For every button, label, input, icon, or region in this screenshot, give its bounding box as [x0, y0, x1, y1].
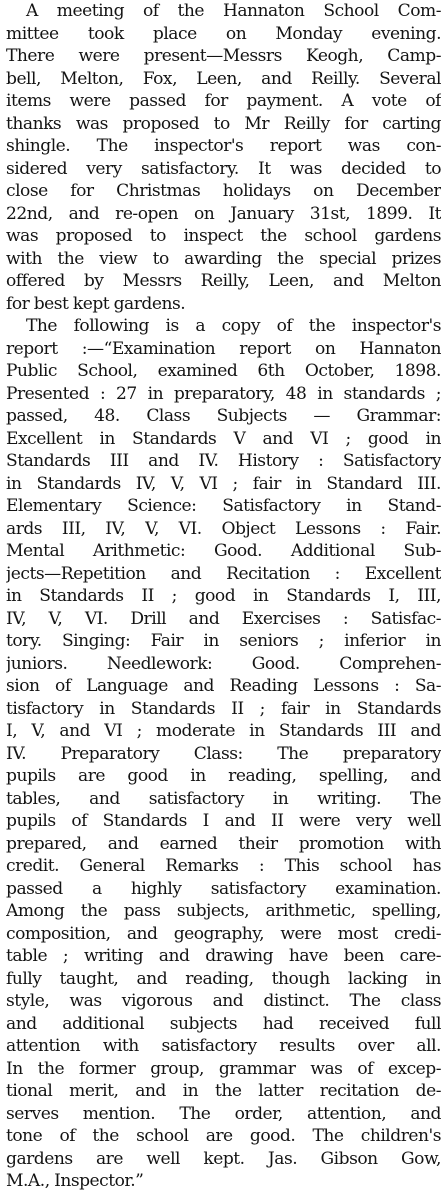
text-line: shingle. The inspector's report was con-	[6, 136, 441, 156]
text-line: tables, and satisfactory in writing. The	[6, 788, 441, 809]
text-line: M.A., Inspector.”	[6, 1171, 144, 1191]
text-line: in Standards II ; good in Standards I, III,	[6, 586, 441, 606]
text-line: with the view to awarding the special prizes	[6, 248, 441, 269]
text-line: items were passed for payment. A vote of	[6, 91, 441, 111]
text-line: bell, Melton, Fox, Leen, and Reilly. Several	[6, 68, 441, 89]
text-line: 22nd, and re-open on January 31st, 1899. It	[6, 203, 441, 224]
text-line: gardens are well kept. Jas. Gibson Gow,	[6, 1148, 441, 1169]
text-line: offered by Messrs Reilly, Leen, and Melton	[6, 271, 441, 291]
text-line: tone of the school are good. The children's	[6, 1126, 441, 1146]
text-line: Elementary Science: Satisfactory in Stand-	[6, 496, 441, 516]
text-line: IV. Preparatory Class: The preparatory	[6, 743, 441, 764]
text-line: Public School, examined 6th October, 1898.	[6, 361, 441, 381]
text-line: and additional subjects had received full	[6, 1013, 441, 1034]
text-line: close for Christmas holidays on December	[6, 181, 441, 201]
text-line: ards III, IV, V, VI. Object Lessons : Fair.	[6, 518, 441, 539]
text-line: In the former group, grammar was of excep-	[6, 1058, 441, 1079]
text-line: was proposed to inspect the school gardens	[6, 226, 441, 246]
text-line: prepared, and earned their promotion with	[6, 833, 441, 854]
text-line: Among the pass subjects, arithmetic, spelling,	[6, 901, 441, 921]
text-line: IV, V, VI. Drill and Exercises : Satisfac-	[6, 608, 441, 629]
text-line: mittee took place on Monday evening.	[6, 23, 441, 44]
text-line: jects—Repetition and Recitation : Excellent	[6, 563, 441, 584]
text-line: tional merit, and in the latter recitation de-	[6, 1081, 441, 1101]
text-line: passed a highly satisfactory examination.	[6, 878, 441, 899]
text-line: style, was vigorous and distinct. The class	[6, 991, 441, 1011]
text-line: Excellent in Standards V and VI ; good in	[6, 428, 441, 449]
text-line: fully taught, and reading, though lacking in	[6, 968, 441, 989]
text-line: sidered very satisfactory. It was decided to	[6, 158, 441, 179]
text-line: tisfactory in Standards II ; fair in Standards	[6, 698, 441, 719]
text-line: Presented : 27 in preparatory, 48 in standards ;	[6, 383, 441, 404]
text-line: A meeting of the Hannaton School Com-	[26, 1, 441, 21]
text-line: juniors. Needlework: Good. Comprehen-	[6, 653, 441, 674]
text-line: sion of Language and Reading Lessons : Sa-	[6, 676, 441, 696]
text-line: attention with satisfactory results over all.	[6, 1036, 441, 1056]
text-line: Standards III and IV. History : Satisfactory	[6, 451, 441, 471]
text-line: tory. Singing: Fair in seniors ; inferior in	[6, 631, 441, 651]
text-line: in Standards IV, V, VI ; fair in Standard III.	[6, 473, 441, 494]
text-line: serves mention. The order, attention, and	[6, 1103, 441, 1124]
text-line: for best kept gardens.	[6, 293, 186, 314]
paragraph-committee-meeting	[6, 0, 441, 315]
text-line: composition, and geography, were most credi-	[6, 923, 441, 944]
text-line: Mental Arithmetic: Good. Additional Sub-	[6, 541, 441, 561]
paragraph-inspector-report	[6, 315, 441, 1193]
text-line: credit. General Remarks : This school has	[6, 856, 441, 876]
text-line: pupils of Standards I and II were very well	[6, 811, 441, 831]
text-line: I, V, and VI ; moderate in Standards III and	[6, 721, 441, 741]
text-line: pupils are good in reading, spelling, and	[6, 766, 441, 786]
text-line: report :—“Examination report on Hannaton	[6, 338, 441, 359]
text-line: The following is a copy of the inspector's	[26, 316, 441, 336]
text-line: There were present—Messrs Keogh, Camp-	[6, 46, 441, 66]
text-line: table ; writing and drawing have been care-	[6, 946, 441, 966]
text-line: passed, 48. Class Subjects — Grammar:	[6, 406, 441, 426]
text-line: thanks was proposed to Mr Reilly for carting	[6, 113, 441, 134]
